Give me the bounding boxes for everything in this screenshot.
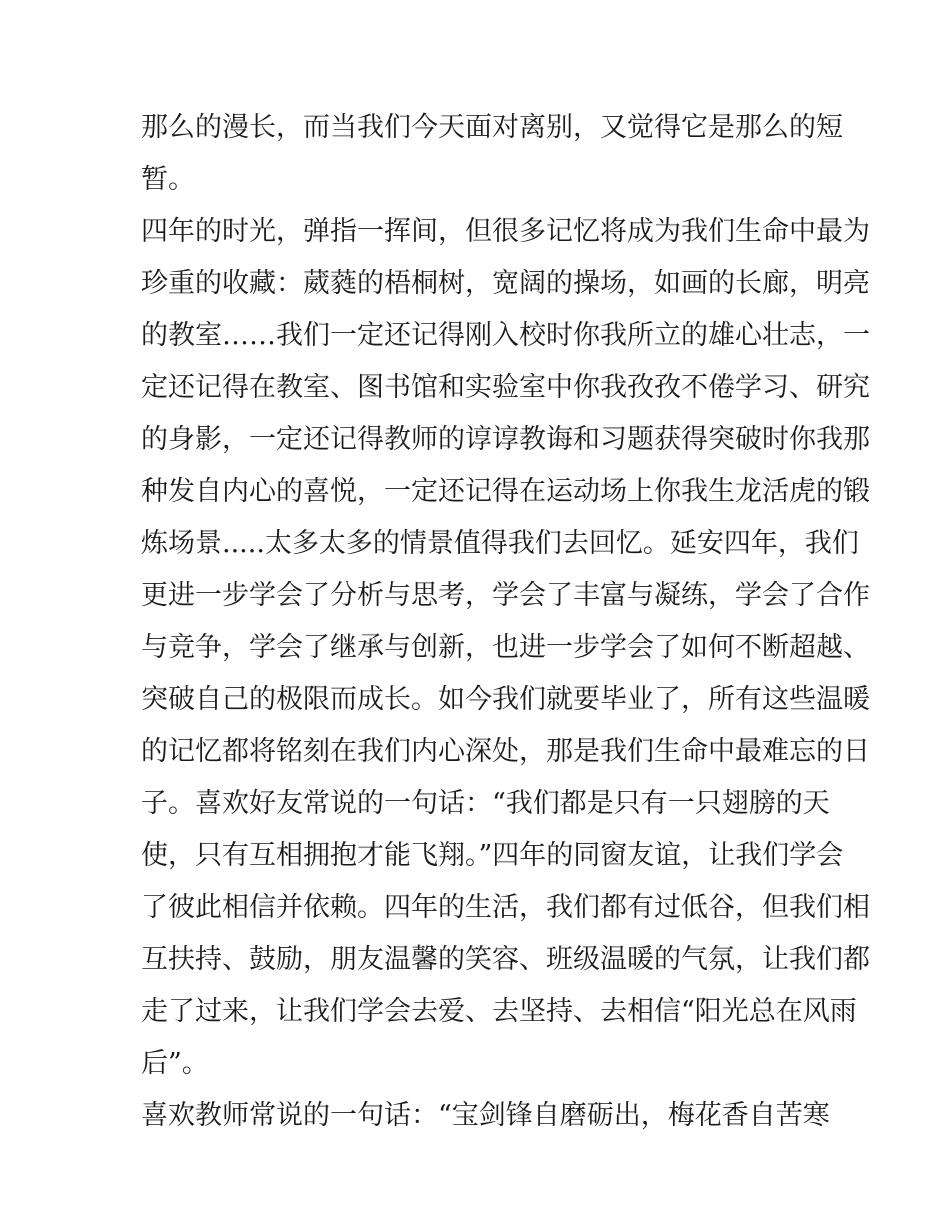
text-line: 喜欢教师常说的一句话：“宝剑锋自磨砺出，梅花香自苦寒	[141, 1100, 830, 1131]
text-line: 珍重的收藏：葳蕤的梧桐树，宽阔的操场，如画的长廊，明亮	[141, 268, 870, 299]
text-line: 暂。	[141, 164, 195, 195]
text-line: 的记忆都将铭刻在我们内心深处，那是我们生命中最难忘的日	[141, 736, 870, 767]
text-line: 了彼此相信并依赖。四年的生活，我们都有过低谷，但我们相	[141, 892, 870, 923]
text-line: 那么的漫长，而当我们今天面对离别，又觉得它是那么的短	[141, 112, 843, 143]
text-line: 的教室……我们一定还记得刚入校时你我所立的雄心壮志，一	[141, 320, 870, 351]
text-line: 后”。	[141, 1048, 209, 1079]
text-line: 定还记得在教室、图书馆和实验室中你我孜孜不倦学习、研究	[141, 372, 870, 403]
text-line: 子。喜欢好友常说的一句话：“我们都是只有一只翅膀的天	[141, 788, 830, 819]
text-line: 互扶持、鼓励，朋友温馨的笑容、班级温暖的气氛，让我们都	[141, 944, 870, 975]
text-line: 炼场景.....太多太多的情景值得我们去回忆。延安四年，我们	[141, 528, 859, 559]
text-line: 突破自己的极限而成长。如今我们就要毕业了，所有这些温暖	[141, 684, 870, 715]
text-line: 四年的时光，弹指一挥间，但很多记忆将成为我们生命中最为	[141, 216, 870, 247]
text-line: 与竞争，学会了继承与创新，也进一步学会了如何不断超越、	[141, 632, 870, 663]
text-line: 的身影，一定还记得教师的谆谆教诲和习题获得突破时你我那	[141, 424, 870, 455]
text-line: 使，只有互相拥抱才能飞翔。”四年的同窗友谊，让我们学会	[141, 840, 844, 871]
text-line: 走了过来，让我们学会去爱、去坚持、去相信“阳光总在风雨	[141, 996, 857, 1027]
text-line: 更进一步学会了分析与思考，学会了丰富与凝练，学会了合作	[141, 580, 870, 611]
text-line: 种发自内心的喜悦，一定还记得在运动场上你我生龙活虎的锻	[141, 476, 870, 507]
